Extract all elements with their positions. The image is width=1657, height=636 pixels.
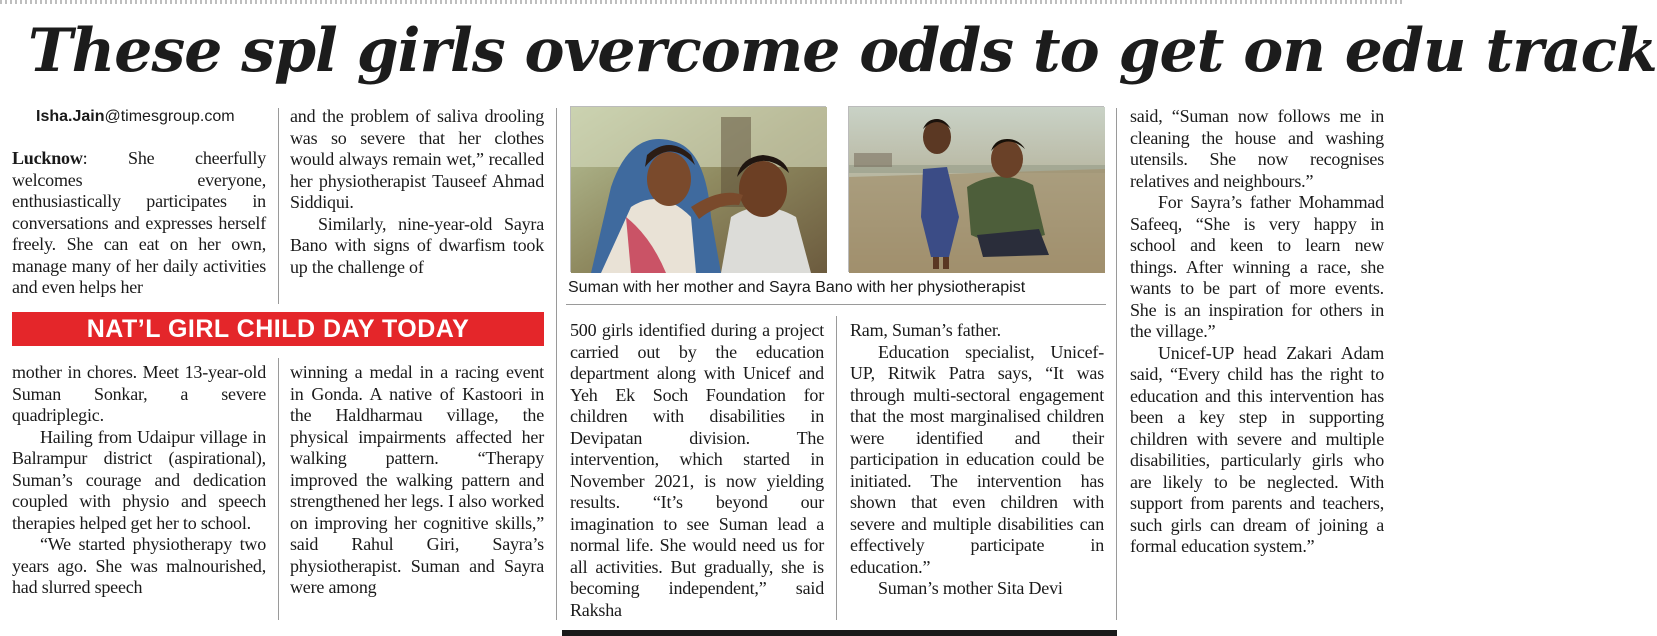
photo-caption: Suman with her mother and Sayra Bano with her physiotherapist (568, 279, 1026, 296)
column-2-bottom (290, 362, 544, 599)
paragraph: and the problem of saliva drooling was so severe that her clothes would always remain wet,” recalled her physiotherapist Tauseef Ahmad Siddiqui. (290, 106, 544, 212)
paragraph: winning a medal in a racing event in Gonda. A native of Kastoori in the Haldharmau village, the physical impairments affected her walking pattern. “Therapy improved the walking pattern and strengthened her legs. I also worked on improving her cognitive skills,” said Rahul Giri, Sayra’s physiotherapist. Suman and Sayra were among (290, 362, 544, 597)
lead-text: : She cheerfully welcomes everyone, enthusiastically participates in conversations and expresses herself freely. She can eat on her own, manage many of her daily activities and even helps her (12, 148, 266, 297)
column-3 (570, 320, 824, 621)
column-5 (1130, 106, 1384, 558)
paragraph: Education specialist, Unicef-UP, Ritwik Patra says, “It was through multi-sectoral engagement that the most marginalised children were identified and their participation in education could be initiated. The intervention has shown that even children with severe and multiple disabilities can effectively participate in education.” (850, 341, 1104, 577)
paragraph: Unicef-UP head Zakari Adam said, “Every child has the right to education and this intervention has been a key step in supporting children with severe and multiple disabilities, particularly girls who are likely to be neglected. With support from parents and teachers, such girls can dream of joining a formal education system.” (1130, 342, 1384, 556)
column-2-top (290, 106, 544, 278)
column-4 (850, 320, 1104, 600)
top-border (0, 0, 1403, 4)
paragraph: Hailing from Udaipur village in Balrampur district (aspirational), Suman’s courage and dedication coupled with physio and speech therapies helped get her to school. (12, 426, 266, 533)
photo-sayra-with-physiotherapist (848, 106, 1104, 272)
column-rule (836, 316, 837, 620)
paragraph: mother in chores. Meet 13-year-old Suman Sonkar, a severe quadriplegic. (12, 362, 266, 425)
photo-suman-with-mother (570, 106, 826, 272)
nat-girl-child-day-banner: NAT’L GIRL CHILD DAY TODAY (12, 312, 544, 346)
paragraph: said, “Suman now follows me in cleaning the house and washing utensils. She now recognises relatives and neighbours.” (1130, 106, 1384, 191)
column-1-top (12, 148, 266, 299)
sayra-and-physiotherapist-image (849, 107, 1105, 273)
byline-domain: @timesgroup.com (104, 108, 235, 125)
bottom-rule (562, 630, 1117, 636)
suman-and-mother-image (571, 107, 827, 273)
byline (36, 108, 235, 126)
caption-rule (566, 304, 1106, 305)
column-rule (1116, 108, 1117, 620)
headline: These spl girls overcome odds to get on edu track (28, 16, 1657, 86)
paragraph: “We started physiotherapy two years ago. She was malnourished, had slurred speech (12, 534, 266, 597)
column-rule (556, 108, 557, 620)
dateline: Lucknow (12, 148, 83, 168)
paragraph: Similarly, nine-year-old Sayra Bano with signs of dwarfism took up the challenge of (290, 213, 544, 277)
byline-name: Isha.Jain (36, 108, 105, 125)
paragraph: 500 girls identified during a project carried out by the education department along with Unicef and Yeh Ek Soch Foundation for children with disabilities in Devipatan division. The intervention, which started in November 2021, is now yielding results. “It’s beyond our imagination to see Suman lead a normal life. She would need us for all activities. But gradually, she is becoming independent,” said Raksha (570, 320, 824, 620)
paragraph: Suman’s mother Sita Devi (878, 578, 1063, 598)
lead-paragraph (12, 148, 266, 299)
column-rule (278, 358, 279, 620)
column-1-bottom (12, 362, 266, 599)
paragraph: Ram, Suman’s father. (850, 320, 1001, 340)
column-rule (278, 108, 279, 304)
paragraph: For Sayra’s father Mohammad Safeeq, “She is very happy in school and keen to learn new things. After winning a race, she wants to be part of more events. She is an inspiration for others in the village.” (1130, 192, 1384, 341)
